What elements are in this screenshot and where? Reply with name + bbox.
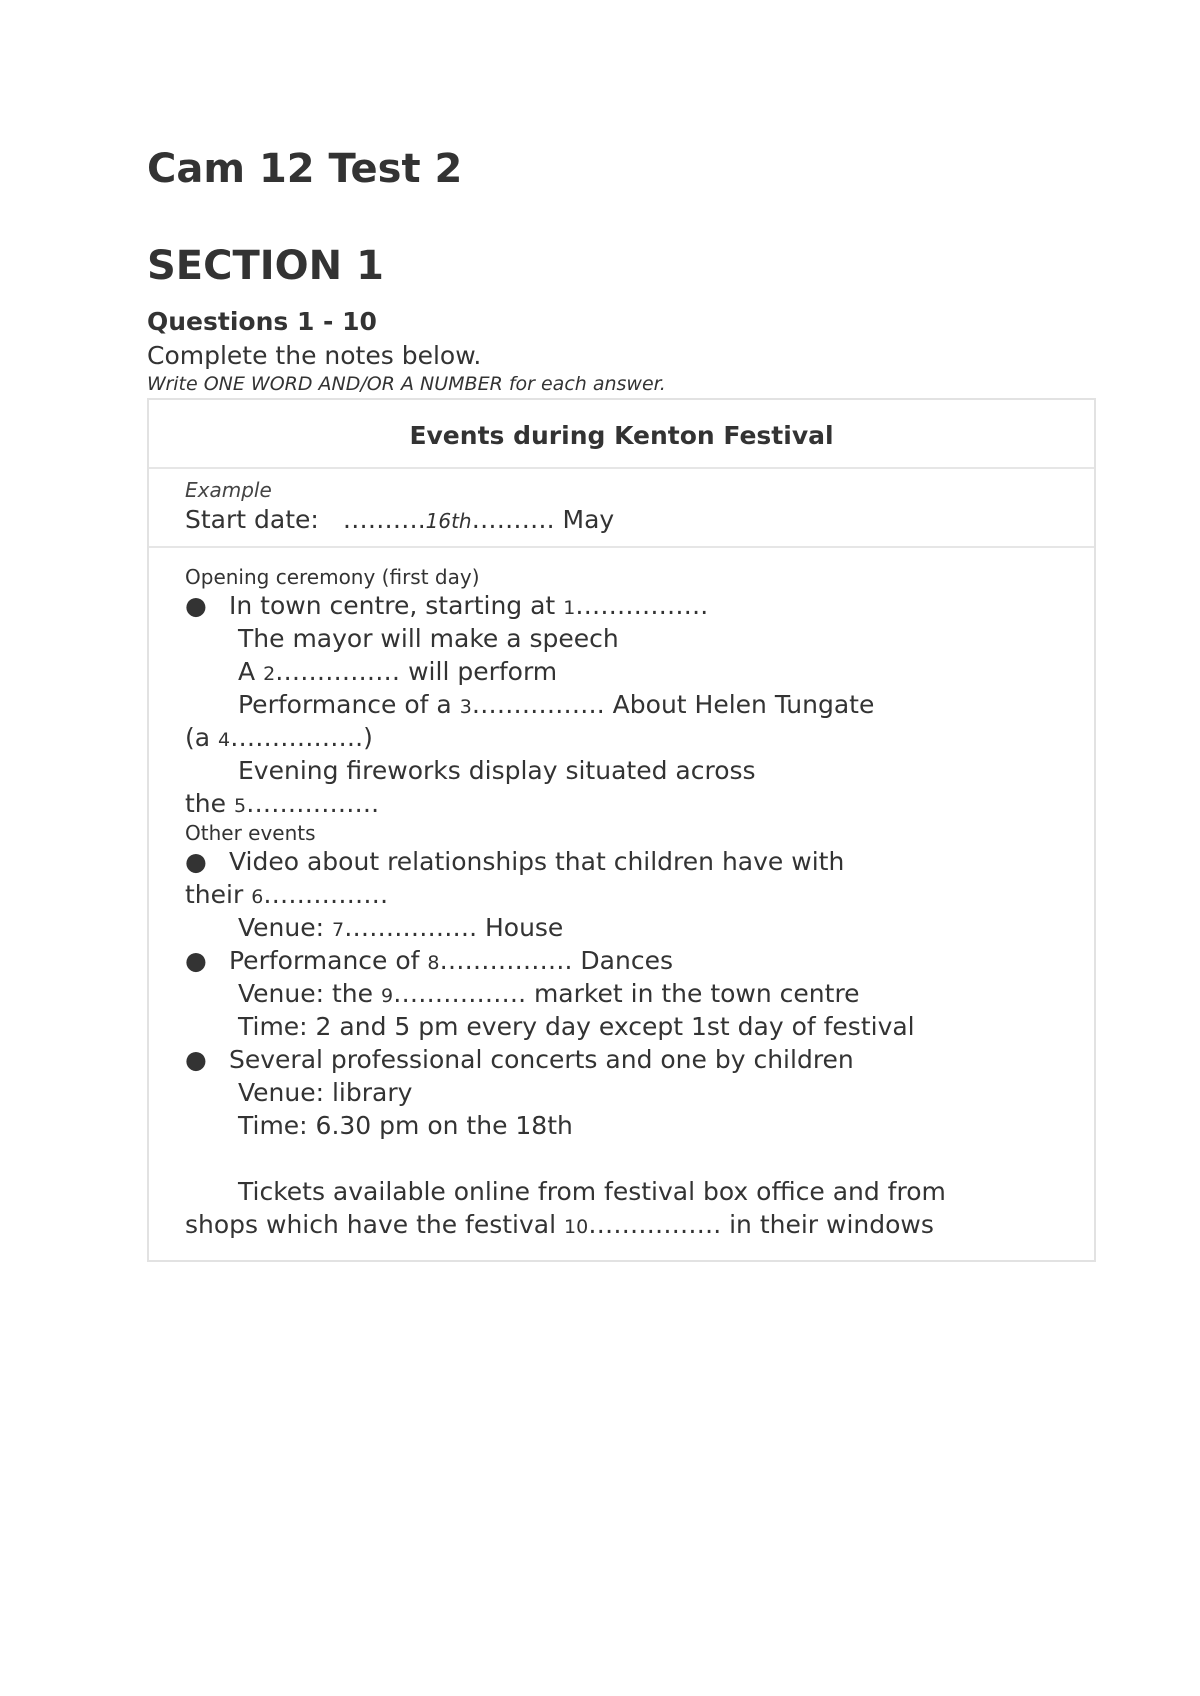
section-title: SECTION 1	[147, 243, 384, 289]
question-number-5: 5	[233, 795, 247, 817]
performer-line	[238, 657, 557, 689]
question-number-2: 2	[263, 663, 276, 685]
performance-line	[238, 690, 874, 722]
time-line-2: Time: 6.30 pm on the 18th	[238, 1111, 573, 1140]
text-segment: their	[185, 880, 252, 909]
example-field: Start date:	[185, 505, 319, 534]
notes-table	[147, 398, 1096, 1262]
paren-line	[185, 723, 373, 755]
example-label: Example	[185, 478, 272, 502]
text-segment: shops which have the festival	[185, 1210, 565, 1239]
instruction-text: Complete the notes below.	[147, 341, 482, 370]
video-line: Video about relationships that children have with	[229, 847, 845, 876]
question-number-6: 6	[251, 886, 264, 908]
text-segment: Venue: the	[238, 979, 381, 1008]
venue-line-2	[238, 979, 860, 1011]
text-segment: Performance of	[229, 946, 428, 975]
question-number-4: 4	[218, 729, 231, 751]
question-number-1: 1	[563, 597, 576, 619]
text-segment: (a	[185, 723, 219, 752]
venue-line-3: Venue: library	[238, 1078, 413, 1107]
notes-title: Events during Kenton Festival	[149, 400, 1094, 469]
example-line	[185, 505, 614, 534]
answer-blank-10: ……………. in their windows	[588, 1210, 934, 1239]
venue-line-1	[238, 913, 563, 945]
question-number-9: 9	[380, 985, 394, 1007]
text-segment: Venue:	[238, 913, 332, 942]
example-dots-before: ……….	[342, 505, 426, 534]
example-answer: 16th	[425, 509, 472, 533]
opening-bullet-1	[229, 591, 708, 623]
shops-line	[185, 1210, 934, 1242]
answer-blank-1: …………….	[575, 591, 709, 620]
text-segment: In town centre, starting at	[229, 591, 564, 620]
location-line	[185, 789, 379, 821]
mayor-line: The mayor will make a speech	[238, 624, 619, 653]
document-title: Cam 12 Test 2	[147, 146, 463, 192]
question-number-8: 8	[427, 952, 440, 974]
question-number-10: 10	[564, 1216, 589, 1238]
question-number-7: 7	[331, 919, 345, 941]
answer-blank-4: …………….)	[230, 723, 373, 752]
example-dots-after: ………. May	[471, 505, 615, 534]
example-row	[149, 469, 1094, 548]
answer-blank-9: ……………. market in the town centre	[393, 979, 860, 1008]
notes-body	[149, 548, 1094, 1258]
text-segment: A	[238, 657, 264, 686]
answer-blank-6: ……………	[263, 880, 389, 909]
answer-blank-5: …………….	[246, 789, 380, 818]
bullet-icon: ●	[185, 1045, 207, 1074]
dances-line	[229, 946, 673, 978]
opening-heading: Opening ceremony (first day)	[185, 565, 480, 589]
answer-blank-2: …………… will perform	[275, 657, 558, 686]
bullet-icon: ●	[185, 591, 207, 620]
time-line-1: Time: 2 and 5 pm every day except 1st day of festival	[238, 1012, 915, 1041]
question-number-3: 3	[459, 696, 472, 718]
answer-blank-8: ……………. Dances	[439, 946, 673, 975]
fireworks-line: Evening fireworks display situated across	[238, 756, 756, 785]
text-segment: Performance of a	[238, 690, 460, 719]
bullet-icon: ●	[185, 847, 207, 876]
tickets-line: Tickets available online from festival box office and from	[238, 1177, 946, 1206]
write-instruction: Write ONE WORD AND/OR A NUMBER for each answer.	[147, 373, 666, 395]
their-line	[185, 880, 388, 912]
answer-blank-7: ……………. House	[344, 913, 564, 942]
answer-blank-3: ……………. About Helen Tungate	[471, 690, 875, 719]
bullet-icon: ●	[185, 946, 207, 975]
other-heading: Other events	[185, 821, 316, 845]
questions-range: Questions 1 - 10	[147, 307, 377, 336]
concerts-line: Several professional concerts and one by children	[229, 1045, 854, 1074]
text-segment: the	[185, 789, 234, 818]
